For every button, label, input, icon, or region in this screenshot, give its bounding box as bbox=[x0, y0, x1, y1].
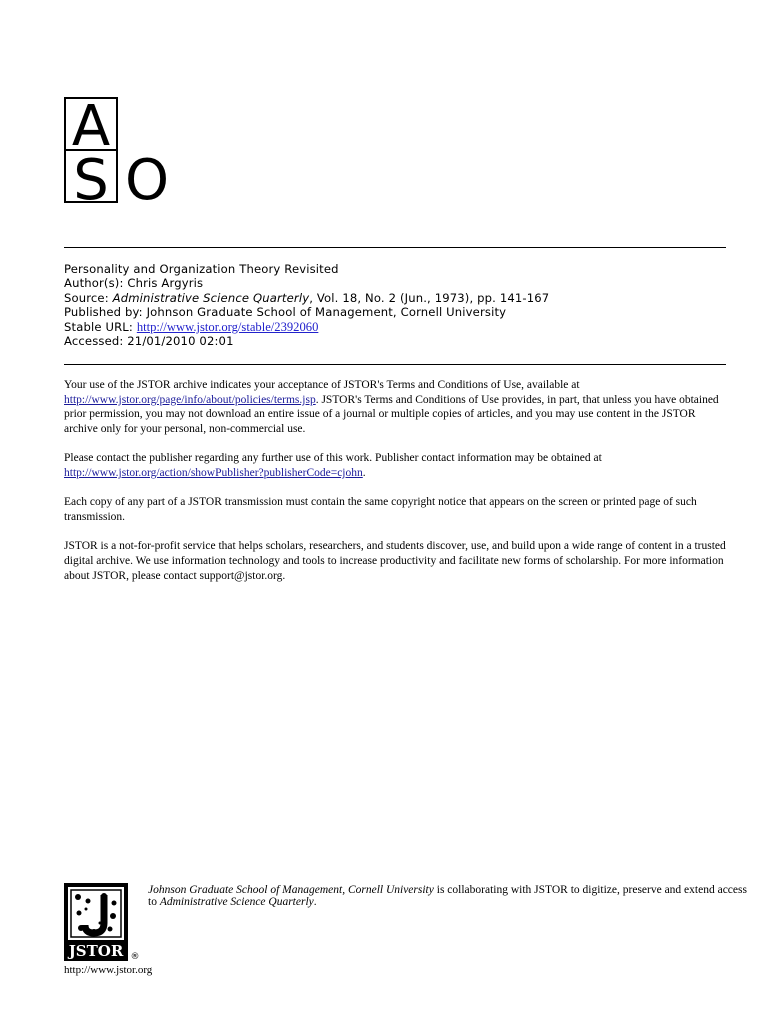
jstor-logo bbox=[64, 883, 146, 961]
article-authors: Author(s): Chris Argyris bbox=[64, 276, 204, 291]
jstor-wordmark: JSTOR bbox=[68, 942, 124, 960]
terms-p1-text-a: Your use of the JSTOR archive indicates your acceptance of JSTOR's Terms and Conditions of Use, available at bbox=[64, 379, 580, 391]
terms-p1-text-b: . JSTOR's Terms and Conditions of Use provides, in part, that unless you have obtained prior permission, you may not download an entire issue of a journal or multiple copies of articles, and you may use content in the JSTOR archive only for your personal, non-commercial use. bbox=[64, 393, 719, 436]
aso-logo bbox=[64, 97, 176, 203]
terms-paragraph-jstor: JSTOR is a not-for-profit service that helps scholars, researchers, and students discover, use, and build upon a wide range of content in a trusted digital archive. We use information technology and tools to increase productivity and facilitate new forms of scholarship. For more information about JSTOR, please contact support@jstor.org. bbox=[64, 540, 726, 582]
source-journal: Administrative Science Quarterly bbox=[112, 290, 310, 305]
stable-url-prefix: Stable URL: bbox=[64, 319, 137, 334]
stable-url-link[interactable]: http://www.jstor.org/stable/2392060 bbox=[136, 319, 319, 334]
citation-block bbox=[64, 262, 726, 348]
terms-paragraph-copyright: Each copy of any part of a JSTOR transmission must contain the same copyright notice that appears on the screen or printed page of such transmission. bbox=[64, 496, 697, 524]
terms-paragraph-use bbox=[64, 378, 732, 437]
source-details: , Vol. 18, No. 2 (Jun., 1973), pp. 141-167 bbox=[309, 290, 550, 305]
publisher-contact-link[interactable]: http://www.jstor.org/action/showPublisher?publisherCode=cjohn bbox=[64, 467, 363, 480]
article-source bbox=[64, 291, 726, 305]
accessed-date: Accessed: 21/01/2010 02:01 bbox=[64, 334, 234, 349]
terms-block bbox=[64, 378, 732, 598]
source-prefix: Source: bbox=[64, 290, 113, 305]
stable-url-line bbox=[64, 320, 726, 334]
footer-text-mid: is collaborating with JSTOR to digitize, preserve and extend access to bbox=[148, 884, 747, 909]
terms-of-use-link[interactable]: http://www.jstor.org/page/info/about/policies/terms.jsp bbox=[64, 393, 316, 406]
terms-p2-text-b: . bbox=[362, 467, 366, 480]
footer-journal: Administrative Science Quarterly bbox=[159, 896, 314, 909]
aso-logo-letter-a: A bbox=[71, 97, 111, 159]
footer-text-end: . bbox=[313, 896, 317, 909]
bottom-rule bbox=[64, 364, 726, 365]
top-rule bbox=[64, 247, 726, 248]
article-title: Personality and Organization Theory Revisited bbox=[64, 262, 339, 276]
aso-logo-letter-s: S bbox=[73, 148, 109, 203]
footer-collaboration-text bbox=[148, 884, 748, 908]
terms-paragraph-publisher bbox=[64, 451, 732, 480]
terms-p2-text-a: Please contact the publisher regarding any further use of this work. Publisher contact information may be obtained at bbox=[64, 452, 602, 465]
aso-logo-letter-o: O bbox=[124, 148, 170, 203]
footer-publisher-name: Johnson Graduate School of Management, Cornell University bbox=[148, 884, 434, 896]
registered-mark: ® bbox=[130, 952, 140, 961]
article-publisher: Published by: Johnson Graduate School of Management, Cornell University bbox=[64, 305, 507, 320]
jstor-url-link[interactable]: http://www.jstor.org bbox=[64, 964, 153, 976]
